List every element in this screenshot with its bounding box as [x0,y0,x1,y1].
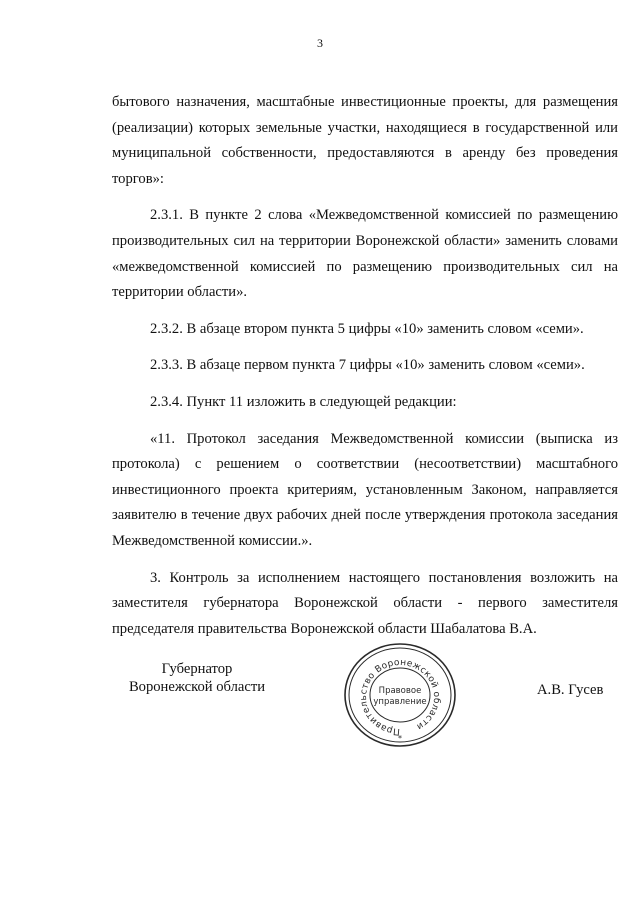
seal-center-line2: управление [373,697,427,707]
seal-ring-text: Правительство Воронежской области [358,657,442,737]
paragraph-intro-continuation: бытового назначения, масштабные инвестиционные проекты, для размещения (реализации) которых земельные участки, находящиеся в государственной или муниципальной собственности, предоставляются в аренду без проведения торгов»: [112,94,618,187]
seal-star-icon: * [398,734,402,743]
document-body [112,90,618,642]
official-seal-stamp [342,641,458,749]
paragraph-3-control: 3. Контроль за исполнением настоящего постановления возложить на заместителя губернатора Воронежской области - первого заместителя председателя правительства Воронежской области Шабалатова В.А. [112,569,618,637]
signatory-title-line2: Воронежской области [128,679,266,695]
paragraph-11-quote: «11. Протокол заседания Межведомственной комиссии (выписка из протокола) с решением о соответствии (несоответствии) масштабного инвестиционного проекта критериям, установленным Законом, направляется заявителю в течение двух рабочих дней после утверждения протокола заседания Межведомственной комиссии.». [112,430,618,549]
page-number: 3 [317,36,323,50]
paragraph-2-3-3: 2.3.3. В абзаце первом пункта 7 цифры «10» заменить словом «семи». [150,357,585,374]
seal-center-line1: Правовое [378,686,422,696]
signatory-title [112,660,282,696]
signatory-title-line1: Губернатор [161,661,233,677]
paragraph-2-3-1: 2.3.1. В пункте 2 слова «Межведомственной комиссией по размещению производительных сил на территории Воронежской области» заменить словами «межведомственной комиссией по размещению производительных сил на территории области». [112,207,618,301]
signatory-name: А.В. Гусев [537,682,604,698]
paragraph-2-3-2: 2.3.2. В абзаце втором пункта 5 цифры «10» заменить словом «семи». [150,320,584,337]
paragraph-2-3-4: 2.3.4. Пункт 11 изложить в следующей редакции: [150,393,457,410]
